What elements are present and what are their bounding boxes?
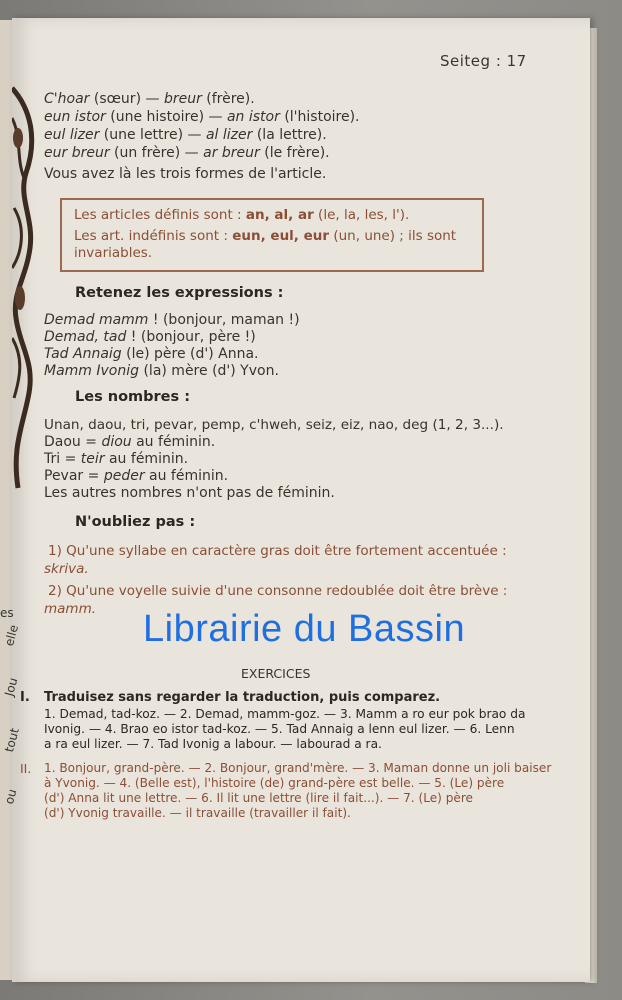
box-line: invariables.: [74, 245, 153, 261]
exercise-line: (d') Yvonig travaille. — il travaille (travailler il fait).: [44, 806, 351, 820]
numbers-fem-line: Tri = teir au féminin.: [44, 451, 189, 467]
box-line: Les articles définis sont : an, al, ar (le, la, les, l').: [74, 207, 410, 223]
section-heading: N'oubliez pas :: [75, 514, 196, 530]
exercise-number: I.: [20, 690, 30, 705]
numbers-list: Unan, daou, tri, pevar, pemp, c'hweh, seiz, eiz, nao, deg (1, 2, 3...).: [44, 417, 504, 433]
exercise-line: Ivonig. — 4. Brao eo istor tad-koz. — 5. Tad Annaig a lenn eul lizer. — 6. Lenn: [44, 722, 515, 736]
page-number: Seiteg : 17: [440, 52, 527, 70]
expression-line: Demad mamm ! (bonjour, maman !): [44, 312, 300, 328]
exercise-line: 1. Demad, tad-koz. — 2. Demad, mamm-goz. — 3. Mamm a ro eur pok brao da: [44, 707, 526, 721]
exercise-title: Traduisez sans regarder la traduction, puis comparez.: [44, 690, 441, 705]
exercise-line: 1. Bonjour, grand-père. — 2. Bonjour, grand'mère. — 3. Maman donne un joli baiser: [44, 761, 552, 775]
vocab-line: eur breur (un frère) — ar breur (le frère).: [44, 145, 330, 161]
watermark: Librairie du Bassin: [143, 608, 466, 650]
exercise-number: II.: [20, 761, 32, 776]
box-line: Les art. indéfinis sont : eun, eul, eur (un, une) ; ils sont: [74, 228, 457, 244]
margin-fragment: es: [0, 606, 14, 620]
numbers-fem-line: Daou = diou au féminin.: [44, 434, 216, 450]
rule-line: 2) Qu'une voyelle suivie d'une consonne redoublée doit être brève :: [48, 583, 508, 599]
numbers-note: Les autres nombres n'ont pas de féminin.: [44, 485, 335, 501]
vocab-line: eul lizer (une lettre) — al lizer (la lettre).: [44, 127, 327, 143]
margin-fragment: Jou: [2, 676, 21, 698]
expression-line: Tad Annaig (le) père (d') Anna.: [44, 346, 259, 362]
margin-fragment: tout: [2, 726, 22, 754]
exercise-line: (d') Anna lit une lettre. — 6. Il lit une lettre (lire il fait...). — 7. (Le) père: [44, 791, 474, 805]
section-heading: Retenez les expressions :: [75, 285, 284, 301]
section-heading: Les nombres :: [75, 389, 190, 405]
exercise-line: à Yvonig. — 4. (Belle est), l'histoire (de) grand-père est belle. — 5. (Le) père: [44, 776, 505, 790]
numbers-fem-line: Pevar = peder au féminin.: [44, 468, 229, 484]
margin-fragment: ou: [2, 787, 20, 806]
rule-line: mamm.: [44, 601, 97, 617]
rule-line: 1) Qu'une syllabe en caractère gras doit être fortement accentuée :: [48, 543, 507, 559]
exercises-title: EXERCICES: [241, 666, 311, 681]
margin-fragment: elle: [2, 623, 22, 648]
margin-illustration: [12, 78, 44, 498]
exercise-line: a ra eul lizer. — 7. Tad Ivonig a labour. — labourad a ra.: [44, 737, 382, 751]
rule-line: skriva.: [44, 561, 89, 577]
expression-line: Demad, tad ! (bonjour, père !): [44, 329, 256, 345]
expression-line: Mamm Ivonig (la) mère (d') Yvon.: [44, 363, 279, 379]
vocab-line: eun istor (une histoire) — an istor (l'histoire).: [44, 109, 360, 125]
article-note: Vous avez là les trois formes de l'article.: [44, 166, 327, 182]
vocab-line: C'hoar (sœur) — breur (frère).: [44, 91, 255, 107]
